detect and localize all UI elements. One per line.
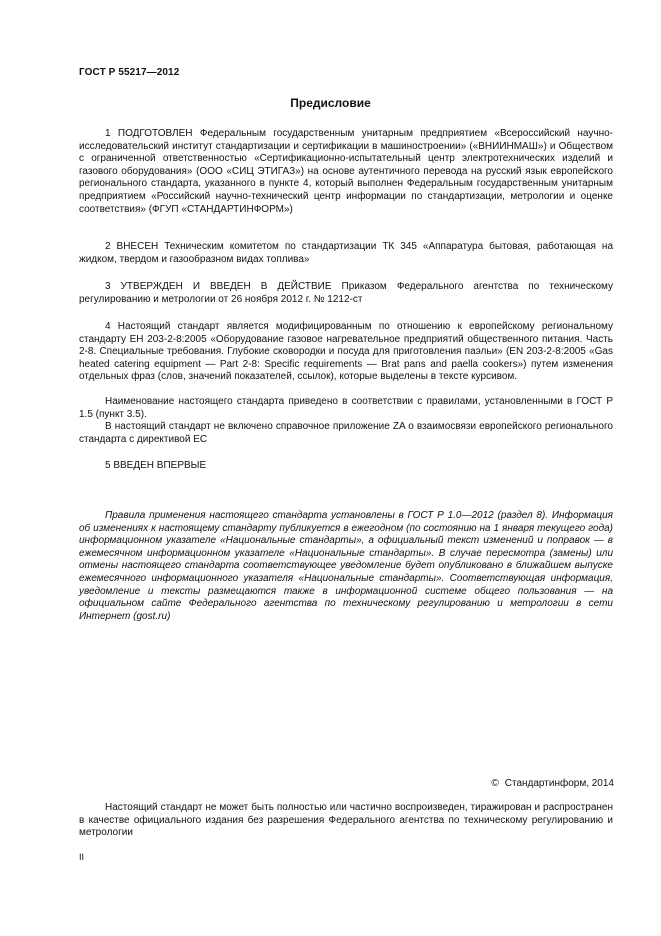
reproduction-notice: Настоящий стандарт не может быть полностью или частично воспроизведен, тиражирован и распространен в качестве официального издания без разрешения Федерального агентства по техническому регулированию и метрологии [79,802,613,839]
copyright-symbol: © [491,778,499,789]
paragraph-5-first-time: 5 ВВЕДЕН ВПЕРВЫЕ [105,460,207,471]
page-title: Предисловие [290,96,371,110]
page-number: II [79,852,85,862]
copyright-text: Стандартинформ, 2014 [504,778,614,789]
standard-code-header: ГОСТ Р 55217—2012 [79,67,180,78]
paragraph-1-prepared: 1 ПОДГОТОВЛЕН Федеральным государственным унитарным предприятием «Всероссийский научно-исследовательский институт стандартизации и сертификации в машиностроении» («ВНИИНМАШ») и Обществом с ограниченной ответственностью «Сертификационно-испытательный центр электротехнических изделий и газового оборудования» (ООО «СИЦ ЭТИГАЗ») на основе аутентичного перевода на русский язык европейского регионального стандарта, указанного в пункте 4, который выполнен Федеральным государственным унитарным предприятием «Российский научно-технический центр информации по стандартизации, метрологии и оценке соответствия» (ФГУП «СТАНДАРТИНФОРМ») [79,128,613,215]
paragraph-3-approved: 3 УТВЕРЖДЕН И ВВЕДЕН В ДЕЙСТВИЕ Приказом Федерального агентства по техническому регулированию и метрологии от 26 ноября 2012 г. № 1212-ст [79,281,613,305]
paragraph-4-annex-note: В настоящий стандарт не включено справочное приложение ZA о взаимосвязи европейского регионального стандарта с директивой ЕС [79,421,613,445]
copyright-line [491,778,614,789]
paragraph-4-modified: 4 Настоящий стандарт является модифицированным по отношению к европейскому региональному стандарту ЕН 203-2-8:2005 «Оборудование газовое нагревательное предприятий общественного питания. Часть 2-8. Специальные требования. Глубокие сковородки и посуда для приготовления паэльи» (EN 203-2-8:2005 «Gas heated catering equipment — Part 2-8: Specific requirements — Brat pans and paella cookers») путем изменения отдельных фраз (слов, значений показателей, ссылок), которые выделены в тексте курсивом. [79,321,613,383]
paragraph-4-title-note: Наименование настоящего стандарта приведено в соответствии с правилами, установленными в ГОСТ Р 1.5 (пункт 3.5). [79,396,613,420]
application-rules-notice: Правила применения настоящего стандарта установлены в ГОСТ Р 1.0—2012 (раздел 8). Информация об изменениях к настоящему стандарту публикуется в ежегодном (по состоянию на 1 января текущего года) информационном указателе «Национальные стандарты», а официальный текст изменений и поправок — в ежемесячном информационном указателе «Национальные стандарты». В случае пересмотра (замены) или отмены настоящего стандарта соответствующее уведомление будет опубликовано в ближайшем выпуске ежемесячного информационного указателя «Национальные стандарты». Соответствующая информация, уведомление и тексты размещаются также в информационной системе общего пользования — на официальном сайте Федерального агентства по техническому регулированию и метрологии в сети Интернет (gost.ru) [79,510,613,622]
paragraph-2-introduced: 2 ВНЕСЕН Техническим комитетом по стандартизации ТК 345 «Аппаратура бытовая, работающая на жидком, твердом и газообразном видах топлива» [79,241,613,265]
